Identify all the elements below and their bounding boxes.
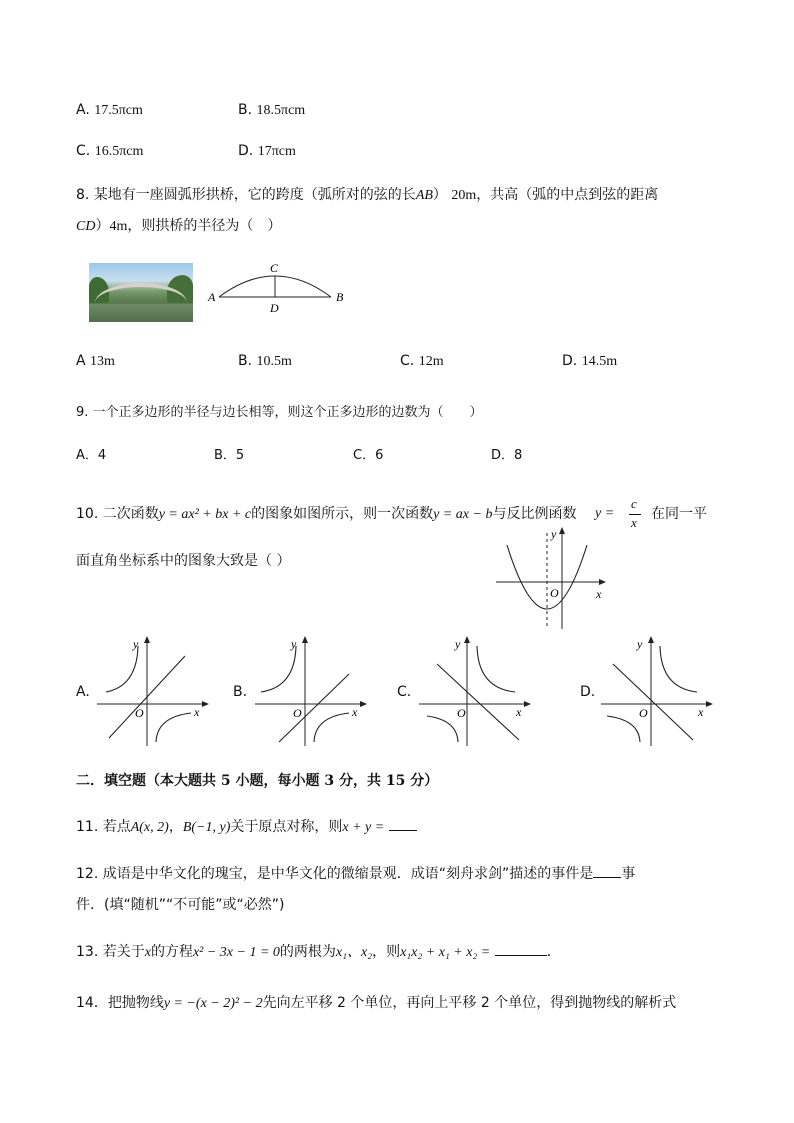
svg-text:x: x (194, 705, 200, 719)
svg-text:x: x (352, 705, 358, 719)
q13-answer-blank (495, 943, 547, 956)
q8-line2: CD）4m，则拱桥的半径为（ ） (76, 218, 282, 234)
svg-text:x: x (698, 705, 704, 719)
bridge-photo (89, 263, 193, 322)
q8-option-c: C. 12m (400, 353, 444, 369)
q7-option-c: C. 16.5πcm (76, 143, 144, 159)
q8-line1: 8. 某地有一座圆弧形拱桥，它的跨度（弧所对的弦的长AB） 20m，共高（弧的中点到弦的距离 (76, 187, 659, 203)
svg-text:y: y (291, 637, 297, 651)
arch-label-d: D (270, 301, 279, 315)
section-2-heading: 二．填空题（本大题共 5 小题，每小题 3 分，共 15 分） (76, 773, 439, 789)
q10-option-b-letter: B. (233, 684, 248, 700)
q9-option-b: B．5 (214, 448, 245, 463)
q8-option-a: A 13m (76, 353, 115, 369)
q10-option-a-graph (93, 634, 213, 748)
arch-diagram (200, 258, 360, 318)
q10-option-c-letter: C. (397, 684, 412, 700)
q9-option-c: C．6 (353, 448, 384, 463)
svg-text:O: O (639, 706, 648, 720)
q7-option-a: A. 17.5πcm (76, 102, 143, 118)
q10-line1-end: 在同一平 (651, 506, 707, 522)
svg-text:O: O (457, 706, 466, 720)
q10-parabola-graph (490, 525, 615, 633)
q10-line2: 面直角坐标系中的图象大致是（ ） (76, 553, 291, 569)
q8-option-d: D. 14.5m (562, 353, 618, 369)
svg-text:x: x (596, 587, 602, 601)
svg-text:y: y (551, 527, 557, 541)
q11-line: 11. 若点A(x, 2)，B(−1, y)关于原点对称，则x + y = (76, 818, 417, 837)
q12-line2: 件．(填“随机”“不可能”或“必然”) (76, 897, 285, 913)
q8-option-b: B. 10.5m (238, 353, 292, 369)
arch-label-a: A (208, 290, 216, 304)
q12-answer-blank (593, 865, 621, 878)
svg-text:O: O (550, 586, 559, 600)
svg-text:O: O (135, 706, 144, 720)
q10-option-c-graph (415, 634, 535, 748)
q7-option-d: D. 17πcm (238, 143, 296, 159)
svg-text:y: y (637, 637, 643, 651)
svg-text:y: y (133, 637, 139, 651)
q13-line: 13. 若关于x的方程x² − 3x − 1 = 0的两根为x₁、x₂，则x₁x₂ + x₁ + x₂ = ． (76, 944, 561, 960)
q10-option-d-letter: D. (580, 684, 596, 700)
svg-text:y: y (455, 637, 461, 651)
q9-stem: 9. 一个正多边形的半径与边长相等，则这个正多边形的边数为（ ） (76, 405, 483, 420)
arch-label-c: C (270, 261, 279, 275)
q10-option-a-letter: A. (76, 684, 90, 700)
svg-text:O: O (293, 706, 302, 720)
q14-line: 14．把抛物线y = −(x − 2)² − 2先向左平移 2 个单位，再向上平移 2 个单位，得到抛物线的解析式 (76, 995, 677, 1011)
q9-option-d: D．8 (491, 448, 523, 463)
svg-text:x: x (516, 705, 522, 719)
q10-option-d-graph (597, 634, 717, 748)
q9-option-a: A．4 (76, 448, 107, 463)
q12-line1: 12. 成语是中华文化的瑰宝，是中华文化的微缩景观．成语“刻舟求剑”描述的事件是 事 (76, 866, 636, 882)
arch-label-b: B (336, 290, 344, 304)
q10-inverse-fraction: y = c x (595, 497, 659, 535)
q10-option-b-graph (251, 634, 371, 748)
q10-line1: 10. 二次函数y = ax² + bx + c的图象如图所示，则一次函数y = ax − b与反比例函数 (76, 506, 577, 522)
q7-option-b: B. 18.5πcm (238, 102, 306, 118)
q11-answer-blank (389, 818, 417, 831)
